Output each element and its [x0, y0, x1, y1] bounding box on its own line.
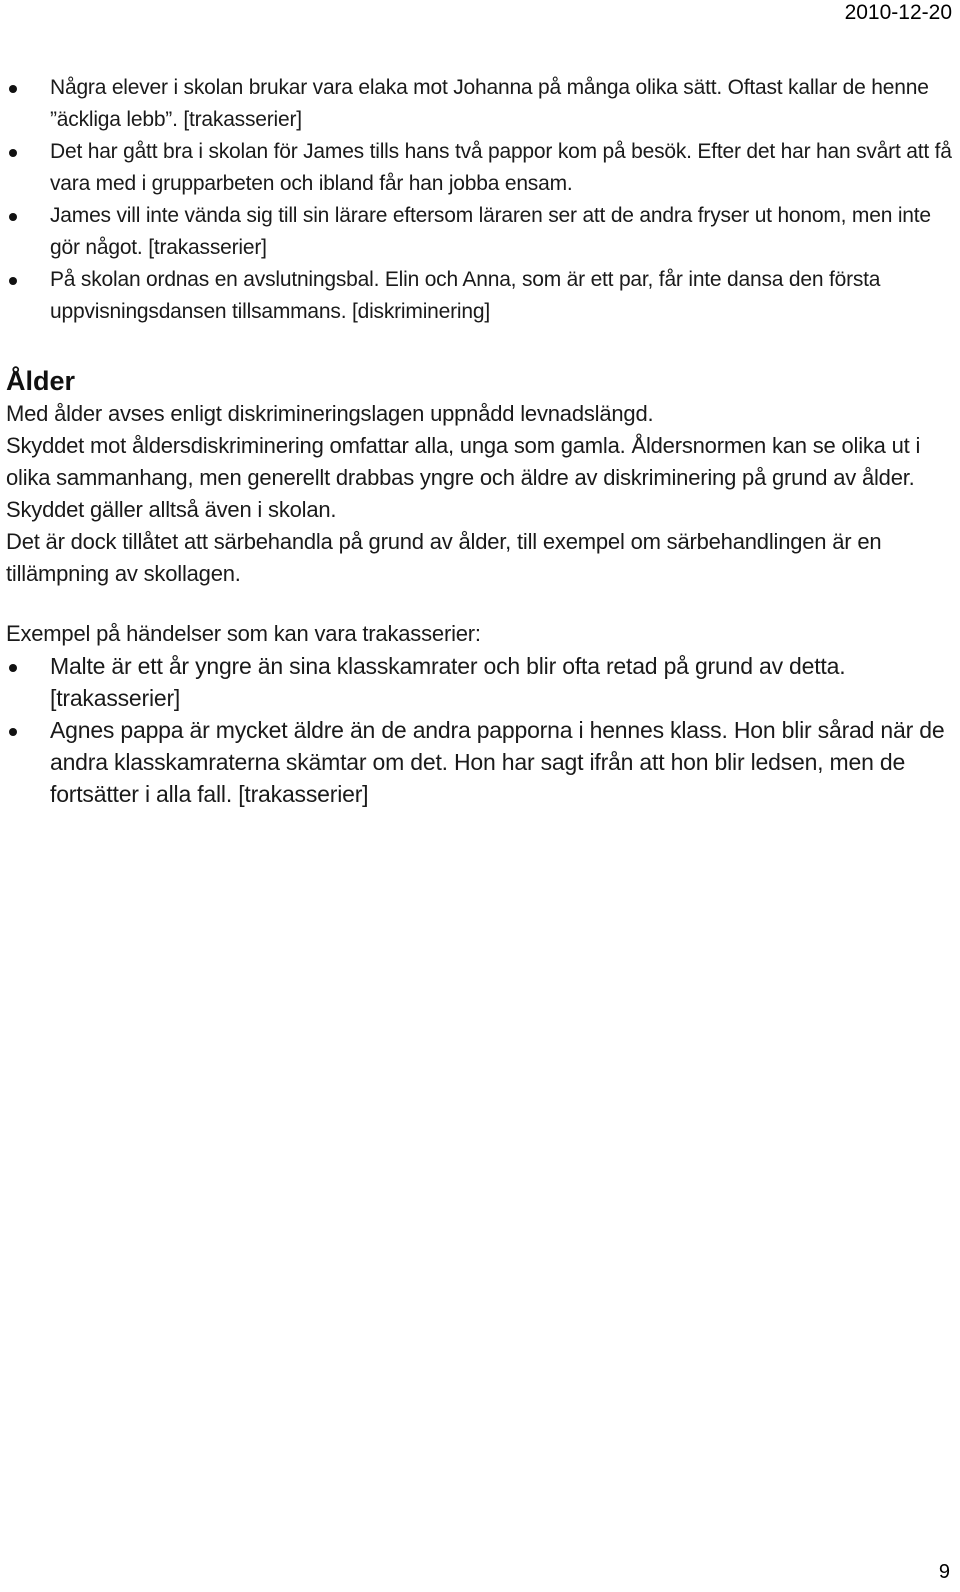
- list-item: [6, 714, 952, 810]
- list-item: [6, 200, 952, 264]
- bullet-icon: [9, 277, 17, 285]
- list-item: [6, 72, 952, 136]
- bullet-icon: [9, 664, 17, 672]
- section-heading: Ålder: [6, 366, 76, 396]
- paragraph-exception: Det är dock tillåtet att särbehandla på grund av ålder, till exempel om särbehandlingen är en tillämpning av skollagen.: [6, 529, 882, 586]
- list-item: [6, 264, 952, 328]
- list-item: [6, 650, 952, 714]
- list-item-text: James vill inte vända sig till sin lärare eftersom läraren ser att de andra fryser ut honom, men inte gör något. [trakasserier]: [50, 204, 931, 259]
- bullet-icon: [9, 85, 17, 93]
- document-body: [6, 72, 952, 810]
- list-item-text: Malte är ett år yngre än sina klasskamrater och blir ofta retad på grund av detta. [trakasserier]: [50, 653, 846, 711]
- bullet-icon: [9, 213, 17, 221]
- bullet-icon: [9, 149, 17, 157]
- list-item-text: Agnes pappa är mycket äldre än de andra papporna i hennes klass. Hon blir sårad när de andra klasskamraterna skämtar om det. Hon har sagt ifrån att hon blir ledsen, men de fortsätter i alla fall. [trakasserier]: [50, 717, 945, 807]
- list-item-text: På skolan ordnas en avslutningsbal. Elin och Anna, som är ett par, får inte dansa den första uppvisningsdansen tillsammans. [diskriminering]: [50, 268, 881, 323]
- examples-bullet-list: [6, 650, 952, 810]
- paragraph-scope: Skyddet mot åldersdiskriminering omfattar alla, unga som gamla. Åldersnormen kan se olika ut i olika sammanhang, men generellt drabbas yngre och äldre av diskriminering på grund av ålder. Skyddet gäller alltså även i skolan.: [6, 433, 921, 522]
- paragraph-definition: Med ålder avses enligt diskrimineringslagen uppnådd levnadslängd.: [6, 401, 654, 426]
- examples-intro: Exempel på händelser som kan vara trakasserier:: [6, 621, 481, 646]
- incident-bullet-list: [6, 72, 952, 328]
- document-date: 2010-12-20: [844, 1, 952, 24]
- bullet-icon: [9, 728, 17, 736]
- list-item-text: Det har gått bra i skolan för James tills hans två pappor kom på besök. Efter det har han svårt att få vara med i grupparbeten och ibland får han jobba ensam.: [50, 140, 952, 195]
- list-item-text: Några elever i skolan brukar vara elaka mot Johanna på många olika sätt. Oftast kallar de henne ”äckliga lebb”. [trakasserier]: [50, 76, 929, 131]
- list-item: [6, 136, 952, 200]
- page-number: 9: [938, 1561, 950, 1583]
- spacer: [6, 590, 952, 618]
